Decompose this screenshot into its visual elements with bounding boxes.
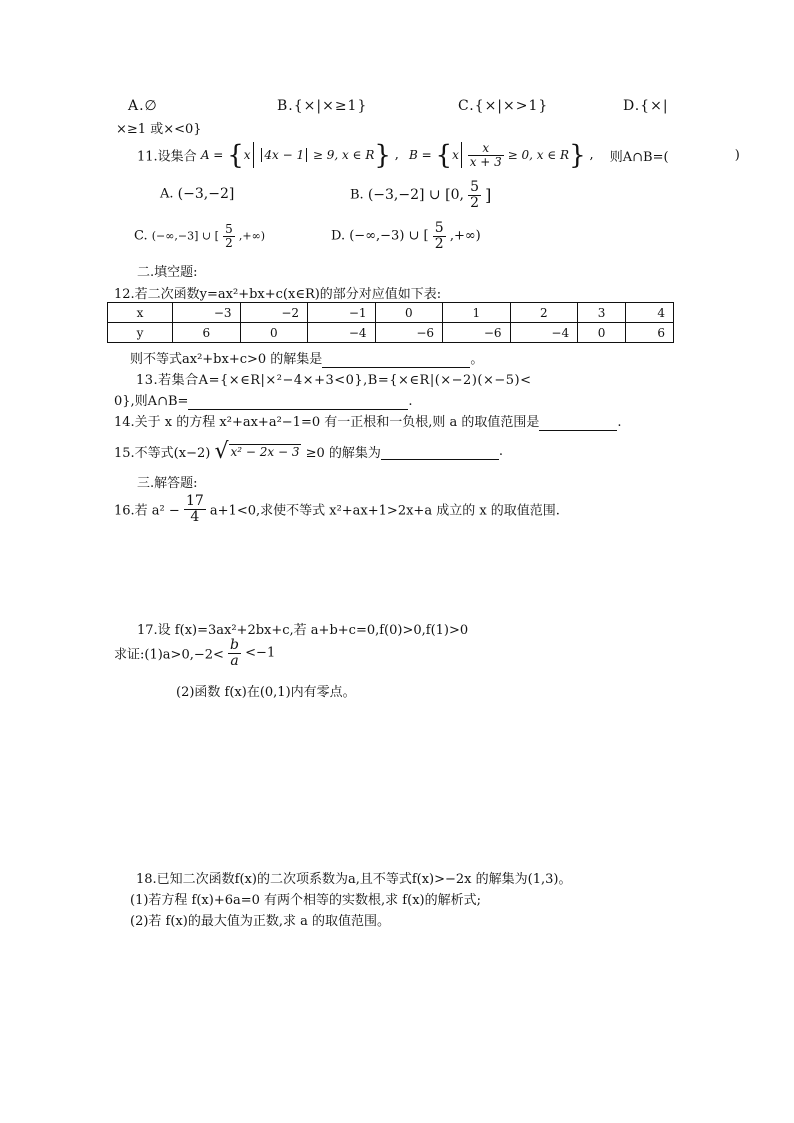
q16-stem: 16.若 a² − $\frac{17}{4}$ a+1<0,求使不等式 x²+ax+1>2x+a 成立的 x 的取值范围. (114, 493, 560, 525)
q15-stem: 15.不等式(x−2) √ x² − 2x − 3 ≥0 的解集为 . (114, 439, 504, 464)
table-cell: −6 (375, 323, 443, 343)
answer-blank[interactable] (381, 444, 499, 460)
table-header-y: y (108, 323, 173, 343)
table-cell: −3 (173, 303, 241, 323)
q11-lead: 11.设集合 (137, 149, 197, 165)
q12-stem: 12.若二次函数y=ax²+bx+c(x∈R)的部分对应值如下表: (114, 287, 442, 302)
q18-stem: 18.已知二次函数f(x)的二次项系数为a,且不等式f(x)>−2x 的解集为(1,3)。 (136, 872, 572, 887)
q10-option-a: A.∅ (128, 98, 158, 114)
q10-option-b: B.{×|×≥1} (277, 98, 368, 114)
table-cell: 6 (626, 323, 674, 343)
q13-line1: 13.若集合A={×∈R|×²−4×+3<0},B={×∈R|(×−2)(×−5)< (136, 373, 532, 388)
sqrt-expression: √ x² − 2x − 3 (214, 439, 300, 464)
q12-question: 则不等式ax²+bx+c>0 的解集是 。 (130, 352, 484, 367)
table-cell: 0 (240, 323, 308, 343)
q17-proof-part1: 求证:(1)a>0,−2< $\frac{b}{a}$ <−1 (114, 637, 276, 669)
q11-ask: 则A∩B=( (609, 149, 669, 165)
table-cell: 2 (510, 303, 578, 323)
q18-part2: (2)若 f(x)的最大值为正数,求 a 的取值范围。 (130, 914, 390, 929)
table-row-x (108, 303, 674, 323)
section-fill-in-title: 二.填空题: (137, 265, 198, 280)
q17-stem: 17.设 f(x)=3ax²+2bx+c,若 a+b+c=0,f(0)>0,f(1)>0 (137, 623, 469, 638)
table-cell: −2 (240, 303, 308, 323)
q12-value-table (107, 302, 674, 343)
q11-option-d: D. (−∞,−3) ∪ [ $\frac{5}{2}$ ,+∞) (331, 220, 481, 252)
table-cell: 1 (443, 303, 511, 323)
q14-stem: 14.关于 x 的方程 x²+ax+a²−1=0 有一正根和一负根,则 a 的取值范围是 . (114, 415, 622, 430)
table-cell: 6 (173, 323, 241, 343)
q11-close: ) (734, 147, 740, 163)
set-a: A = {x 4x − 1 ≥ 9, x ∈ R} (200, 140, 391, 170)
table-cell: −4 (510, 323, 578, 343)
answer-blank[interactable] (322, 352, 470, 368)
q10-option-c: C.{×|×>1} (458, 98, 549, 114)
q11-option-c: C. (−∞,−3] ∪ [ $\frac{5}{2}$ ,+∞) (134, 222, 266, 250)
q13-line2: 0},则A∩B= . (114, 394, 413, 409)
q11-option-a: A. (−3,−2] (160, 186, 235, 202)
answer-blank[interactable] (539, 415, 617, 431)
q17-proof-part2: (2)函数 f(x)在(0,1)内有零点。 (176, 685, 356, 700)
set-b: B = {x $\frac{x}{x + 3}$ ≥ 0, x ∈ R} (409, 140, 586, 170)
q10-option-d-cont: ×≥1 或×<0} (116, 122, 202, 137)
q11-option-b: B. (−3,−2] ∪ [0, $\frac{5}{2}$ ] (350, 179, 492, 211)
table-cell: 0 (375, 303, 443, 323)
table-cell: 0 (578, 323, 626, 343)
section-solve-title: 三.解答题: (137, 476, 198, 491)
table-cell: −6 (443, 323, 511, 343)
table-cell: −1 (308, 303, 376, 323)
q11-stem: 11.设集合 A = {x 4x − 1 ≥ 9, x ∈ R} , B = {x $\frac{x}{x + 3}$ ≥ 0, x ∈ R} , 则A∩B=( ) (137, 140, 740, 170)
table-header-x: x (108, 303, 173, 323)
q10-option-d: D.{×| (623, 98, 669, 114)
table-cell: 4 (626, 303, 674, 323)
table-cell: 3 (578, 303, 626, 323)
table-cell: −4 (308, 323, 376, 343)
q18-part1: (1)若方程 f(x)+6a=0 有两个相等的实数根,求 f(x)的解析式; (130, 893, 481, 908)
table-row-y (108, 323, 674, 343)
answer-blank[interactable] (188, 394, 408, 410)
